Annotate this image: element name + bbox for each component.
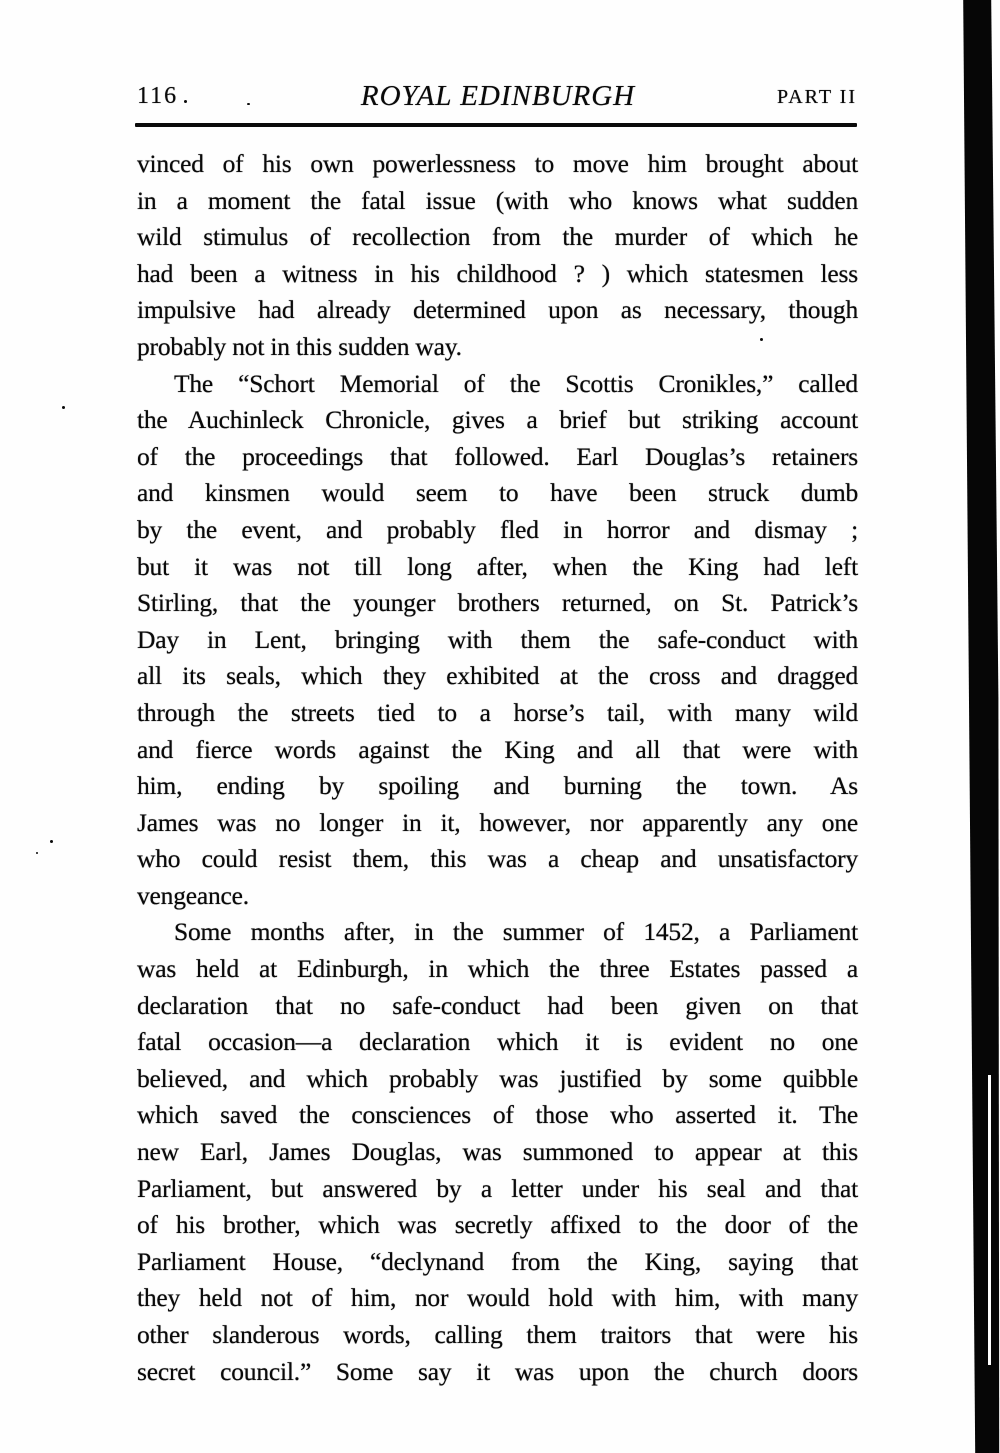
dust-speck <box>184 100 187 103</box>
dust-speck <box>36 852 38 854</box>
paragraph <box>137 914 858 1390</box>
text-line: him, ending by spoiling and burning the town. As <box>137 771 858 801</box>
text-line: The “Schort Memorial of the Scottis Cronikles,” called <box>174 368 858 398</box>
text-line: who could resist them, this was a cheap and unsatisfactory <box>137 844 858 874</box>
text-line: through the streets tied to a horse’s tail, with many wild <box>137 697 858 727</box>
text-line: wild stimulus of recollection from the murder of which he <box>137 222 858 252</box>
text-line: and kinsmen would seem to have been struck dumb <box>137 478 858 508</box>
part-label: PART II <box>776 86 857 108</box>
text-block <box>137 146 858 1390</box>
text-line: and fierce words against the King and all that were with <box>137 734 858 764</box>
text-line: they held not of him, nor would hold with him, with many <box>137 1283 858 1313</box>
scan-gutter-gap <box>988 1075 991 1365</box>
text-line: fatal occasion—a declaration which it is evident no one <box>137 1027 858 1057</box>
paragraph <box>137 146 858 366</box>
text-line: the Auchinleck Chronicle, gives a brief but striking account <box>137 405 858 435</box>
header-rule <box>135 123 857 127</box>
text-line: Some months after, in the summer of 1452, a Parliament <box>174 917 858 947</box>
text-line: impulsive had already determined upon as necessary, though <box>137 295 858 325</box>
text-line: James was no longer in it, however, nor apparently any one <box>137 807 858 837</box>
text-line: of the proceedings that followed. Earl Douglas’s retainers <box>137 441 858 471</box>
dust-speck <box>50 840 53 843</box>
paragraph <box>137 366 858 915</box>
text-line: other slanderous words, calling them traitors that were his <box>137 1320 858 1349</box>
text-line: Parliament, but answered by a letter under his seal and that <box>137 1173 858 1203</box>
text-line: probably not in this sudden way. <box>137 331 462 361</box>
text-line: had been a witness in his childhood ? ) which statesmen less <box>137 258 858 288</box>
page-number: 116 <box>137 83 179 109</box>
text-line: which saved the consciences of those who asserted it. The <box>137 1100 858 1130</box>
text-line: secret council.” Some say it was upon the church doors <box>137 1356 858 1386</box>
text-line: declaration that no safe-conduct had been given on that <box>137 990 858 1020</box>
text-line: vinced of his own powerlessness to move him brought about <box>137 149 858 178</box>
dust-speck <box>247 103 250 105</box>
running-header <box>137 80 859 110</box>
dust-speck <box>760 338 763 341</box>
scan-gutter-bar <box>960 0 1000 1453</box>
text-line: Parliament House, “declynand from the King, saying that <box>137 1246 858 1276</box>
text-line: in a moment the fatal issue (with who knows what sudden <box>137 185 858 215</box>
running-title: ROYAL EDINBURGH <box>360 80 636 112</box>
text-line: Stirling, that the younger brothers returned, on St. Patrick’s <box>137 588 858 618</box>
text-line: was held at Edinburgh, in which the three Estates passed a <box>137 954 858 984</box>
dust-speck <box>62 406 65 409</box>
text-line: new Earl, James Douglas, was summoned to appear at this <box>137 1137 858 1167</box>
text-line: vengeance. <box>137 880 249 910</box>
text-line: all its seals, which they exhibited at the cross and dragged <box>137 661 858 691</box>
text-line: but it was not till long after, when the King had left <box>137 551 858 581</box>
text-line: believed, and which probably was justified by some quibble <box>137 1063 858 1093</box>
text-line: Day in Lent, bringing with them the safe-conduct with <box>137 624 858 654</box>
text-line: of his brother, which was secretly affixed to the door of the <box>137 1210 858 1240</box>
text-line: by the event, and probably fled in horror and dismay ; <box>137 514 858 544</box>
